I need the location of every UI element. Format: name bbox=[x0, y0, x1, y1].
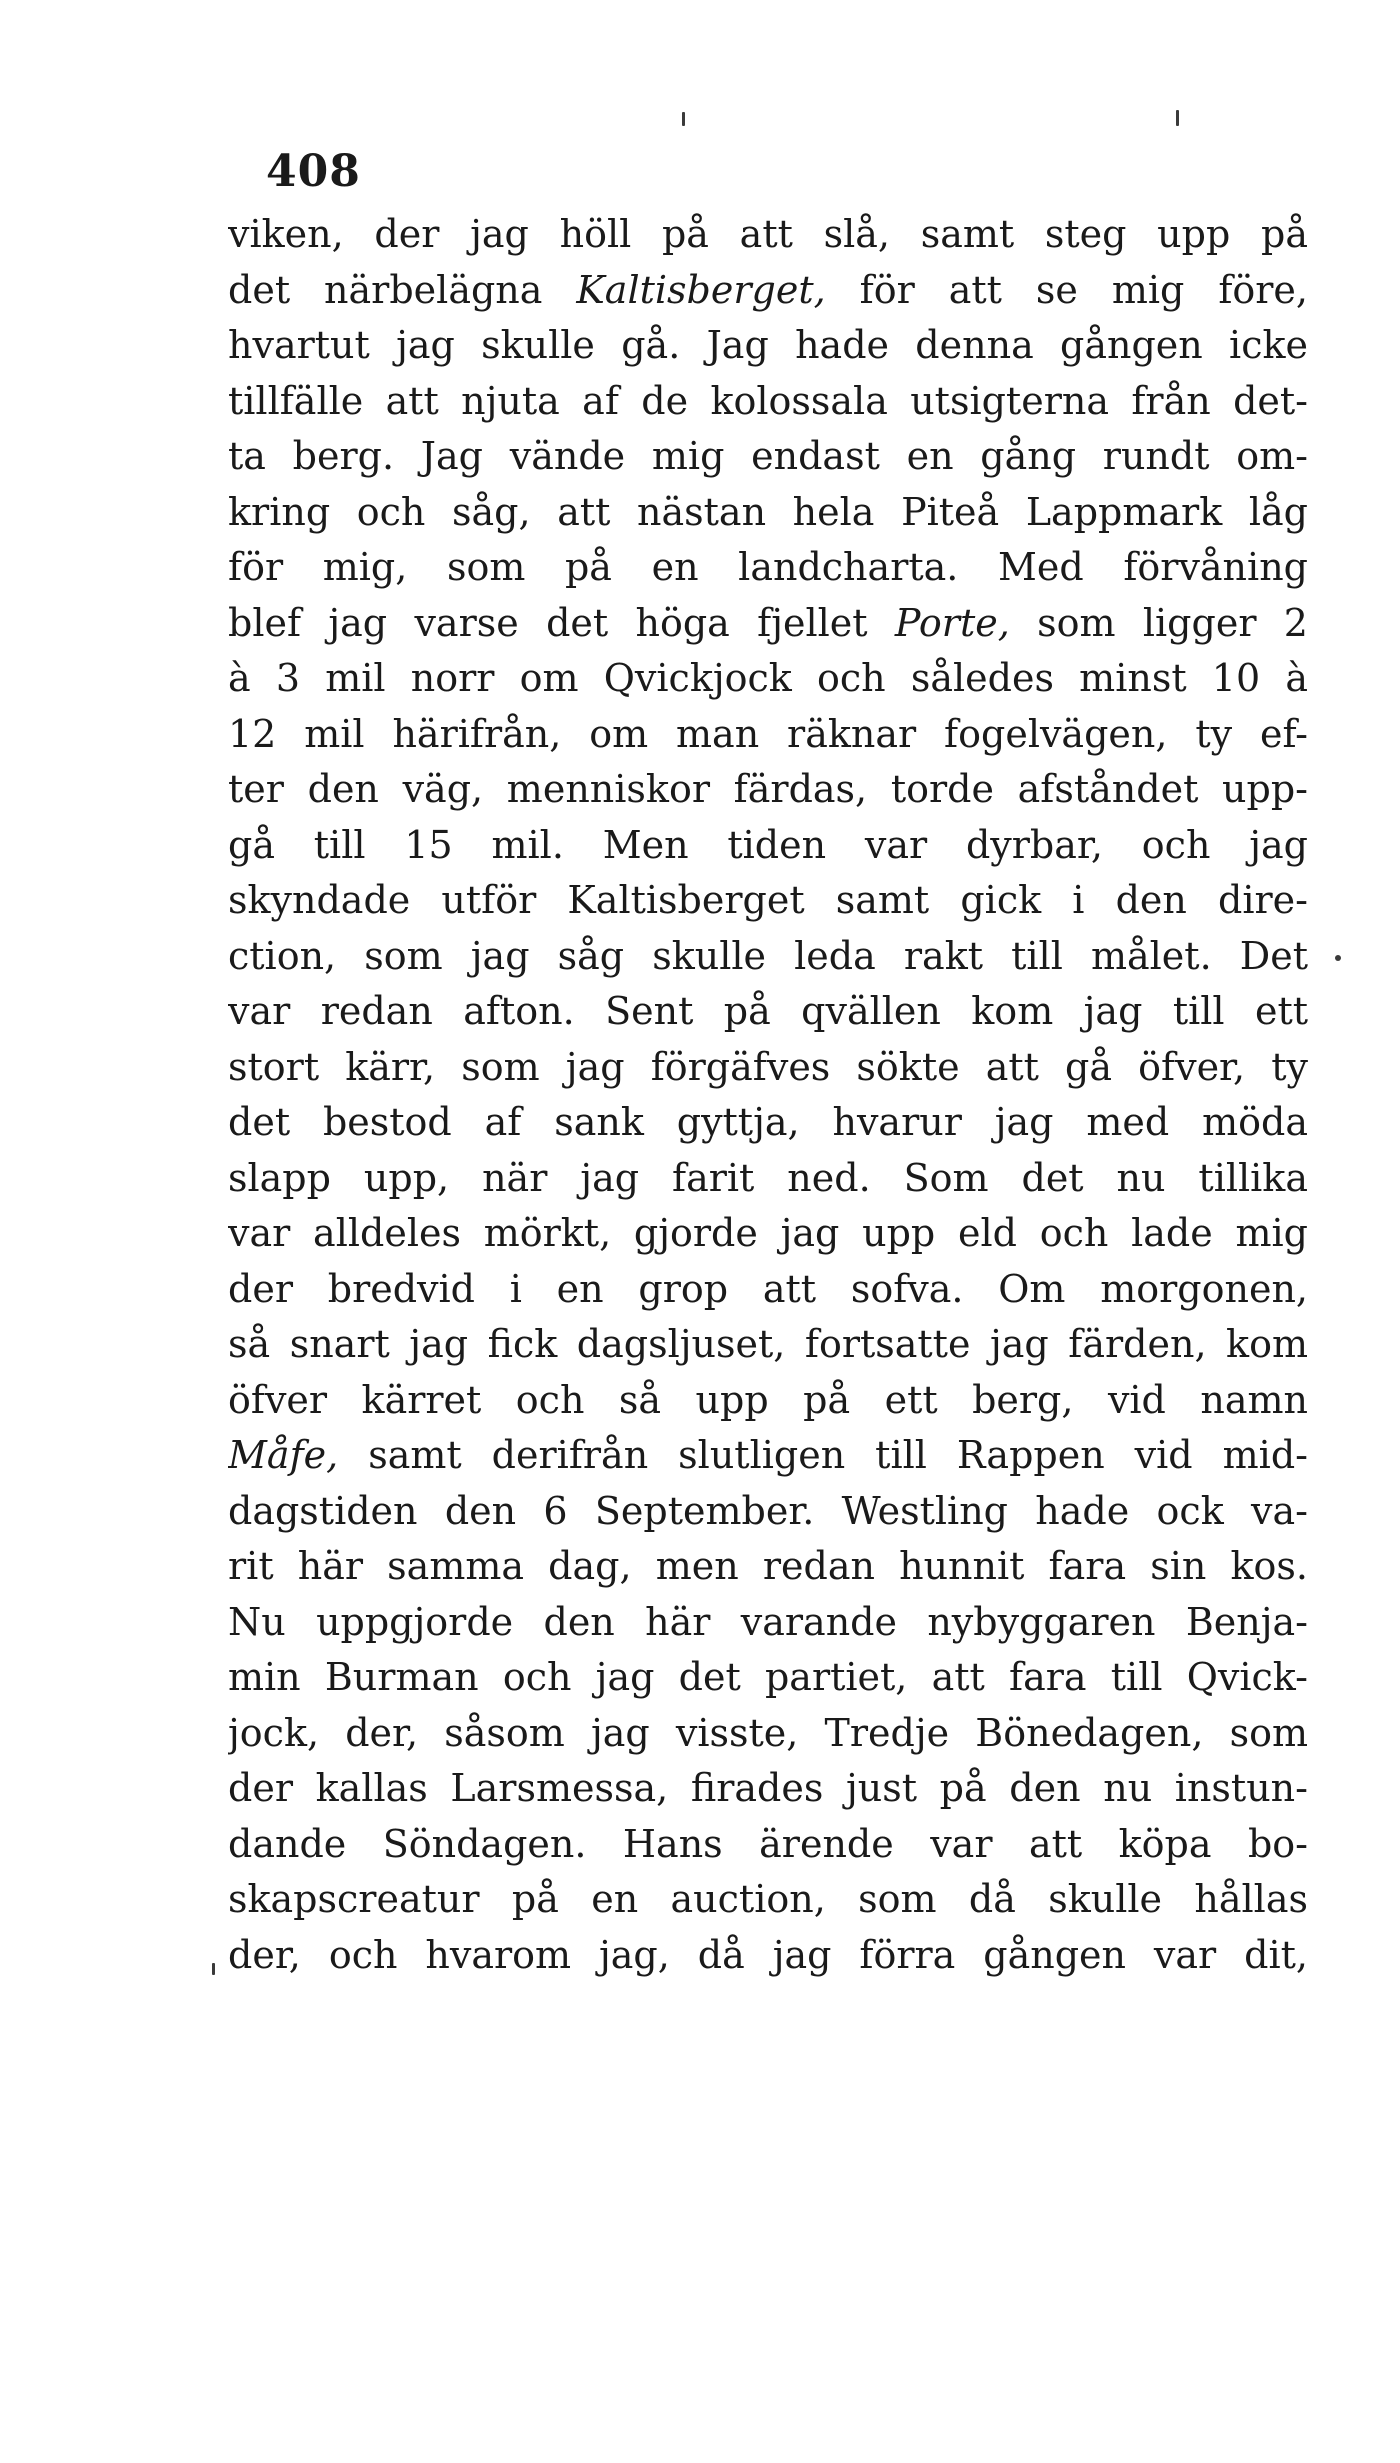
text-line: var redan afton. Sent på qvällen kom jag till ett bbox=[228, 989, 1308, 1033]
text-line: slapp upp, när jag farit ned. Som det nu tillika bbox=[228, 1155, 1308, 1200]
ink-speck bbox=[1176, 110, 1179, 126]
text-line: gå till 15 mil. Men tiden var dyrbar, och jag bbox=[228, 822, 1308, 867]
text-line: dande Söndagen. Hans ärende var att köpa bo- bbox=[228, 1821, 1308, 1866]
text-line: blef jag varse det höga fjellet Porte, som ligger 2 bbox=[228, 600, 1308, 645]
text-line: Måfe, samt derifrån slutligen till Rappen vid mid- bbox=[228, 1433, 1308, 1477]
text-line: tillfälle att njuta af de kolossala utsigterna från det- bbox=[228, 378, 1308, 423]
text-line: det bestod af sank gyttja, hvarur jag med möda bbox=[228, 1100, 1308, 1144]
text-line: viken, der jag höll på att slå, samt steg upp på bbox=[228, 212, 1308, 256]
text-line: rit här samma dag, men redan hunnit fara sin kos. bbox=[228, 1544, 1308, 1588]
place-name-italic: Kaltisberget, bbox=[576, 267, 826, 312]
ink-speck bbox=[1335, 955, 1341, 961]
text-line: 12 mil härifrån, om man räknar fogelvägen, ty ef- bbox=[228, 711, 1308, 756]
text-line: skyndade utför Kaltisberget samt gick i den dire- bbox=[228, 878, 1308, 922]
ink-speck bbox=[212, 1963, 215, 1975]
text-line: kring och såg, att nästan hela Piteå Lappmark låg bbox=[228, 489, 1308, 534]
text-line: ta berg. Jag vände mig endast en gång rundt om- bbox=[228, 434, 1308, 478]
text-line: så snart jag fick dagsljuset, fortsatte jag färden, kom bbox=[228, 1322, 1308, 1366]
page-number: 408 bbox=[266, 146, 361, 197]
place-name-italic: Porte, bbox=[894, 600, 1010, 645]
text-line: ter den väg, menniskor färdas, torde afståndet upp- bbox=[228, 767, 1308, 811]
text-line: skapscreatur på en auction, som då skulle hållas bbox=[228, 1877, 1308, 1921]
text-line: jock, der, såsom jag visste, Tredje Bönedagen, som bbox=[228, 1710, 1308, 1755]
text-line: der bredvid i en grop att sofva. Om morgonen, bbox=[228, 1266, 1308, 1311]
text-line: öfver kärret och så upp på ett berg, vid namn bbox=[228, 1377, 1308, 1422]
text-line: ction, som jag såg skulle leda rakt till målet. Det bbox=[228, 933, 1308, 978]
text-line: à 3 mil norr om Qvickjock och således minst 10 à bbox=[228, 656, 1308, 700]
ink-speck bbox=[682, 112, 685, 126]
text-line: för mig, som på en landcharta. Med förvåning bbox=[228, 545, 1308, 589]
text-line: hvartut jag skulle gå. Jag hade denna gången icke bbox=[228, 323, 1308, 367]
text-line: der kallas Larsmessa, firades just på den nu instun- bbox=[228, 1766, 1308, 1810]
text-line: det närbelägna Kaltisberget, för att se mig före, bbox=[228, 267, 1308, 312]
text-line: stort kärr, som jag förgäfves sökte att gå öfver, ty bbox=[228, 1044, 1308, 1089]
text-line: dagstiden den 6 September. Westling hade ock va- bbox=[228, 1488, 1308, 1533]
text-line: var alldeles mörkt, gjorde jag upp eld och lade mig bbox=[228, 1211, 1308, 1255]
body-text bbox=[228, 207, 1308, 1983]
text-line: min Burman och jag det partiet, att fara till Qvick- bbox=[228, 1655, 1308, 1699]
place-name-italic: Måfe, bbox=[228, 1433, 339, 1477]
text-line: der, och hvarom jag, då jag förra gången var dit, bbox=[228, 1932, 1308, 1977]
text-line: Nu uppgjorde den här varande nybyggaren Benja- bbox=[228, 1599, 1308, 1644]
